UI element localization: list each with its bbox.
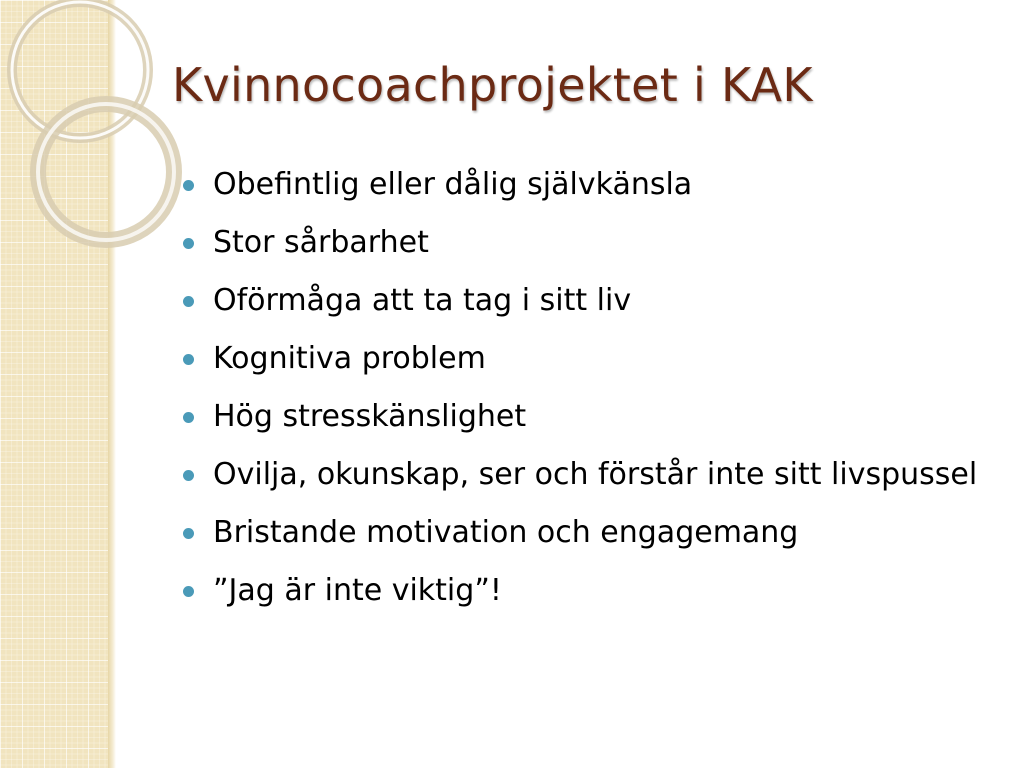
bullet-text: Hög stresskänslighet — [213, 399, 527, 434]
bullet-item — [182, 225, 1002, 261]
bullet-text: Oförmåga att ta tag i sitt liv — [213, 283, 632, 318]
bullet-text: Ovilja, okunskap, ser och förstår inte sitt livspussel — [213, 457, 978, 492]
bullet-text: ”Jag är inte viktig”! — [213, 573, 502, 608]
bullet-dot-icon — [183, 296, 194, 307]
bullet-text: Bristande motivation och engagemang — [213, 515, 799, 550]
bullet-dot-icon — [183, 238, 194, 249]
bullet-item — [182, 515, 1002, 551]
bullet-dot-icon — [183, 412, 194, 423]
slide-title: Kvinnocoachprojektet i KAK — [172, 58, 813, 112]
bullet-dot-icon — [183, 354, 194, 365]
bullet-item — [182, 283, 1002, 319]
bullet-dot-icon — [183, 470, 194, 481]
bullet-text: Stor sårbarhet — [213, 225, 429, 260]
bullet-item — [182, 341, 1002, 377]
bullet-text: Kognitiva problem — [213, 341, 486, 376]
bullet-dot-icon — [183, 586, 194, 597]
bullet-item — [182, 573, 1002, 609]
bullet-item — [182, 167, 1002, 203]
bullet-list — [182, 167, 1002, 631]
bullet-dot-icon — [183, 180, 194, 191]
bullet-text: Obefintlig eller dålig självkänsla — [213, 167, 693, 202]
bullet-item — [182, 457, 1002, 493]
bullet-dot-icon — [183, 528, 194, 539]
side-panel-edge — [108, 0, 116, 768]
bullet-item — [182, 399, 1002, 435]
side-pattern-panel — [0, 0, 112, 768]
